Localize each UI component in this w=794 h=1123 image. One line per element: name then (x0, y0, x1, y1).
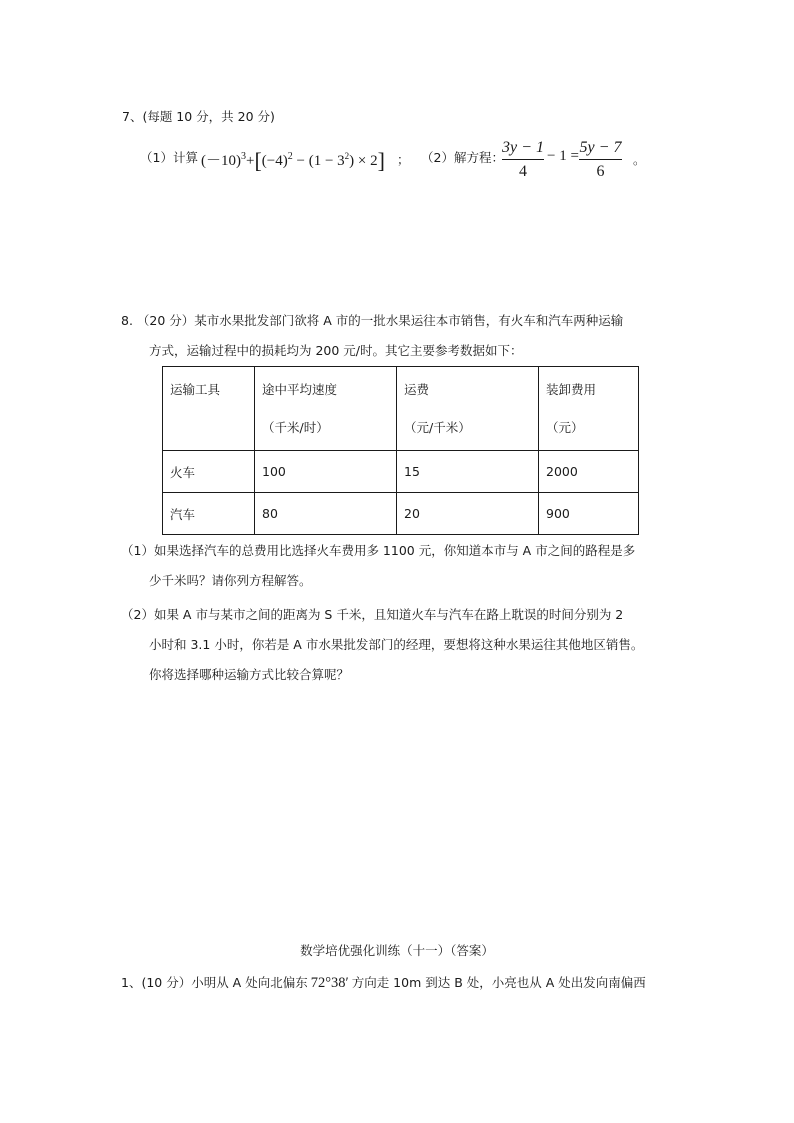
expr-exponent-3: 3 (241, 151, 246, 162)
table-row (163, 493, 639, 535)
fraction-1-bar (502, 159, 544, 160)
table-cell: 20 (397, 493, 539, 535)
question-8-sub2-line-1: （2）如果 A 市与某市之间的距离为 S 千米，且知道火车与汽车在路上耽误的时间分别为 2 (121, 607, 624, 622)
expr-neg4: (−4) (261, 153, 288, 169)
question-8-line-2: 方式，运输过程中的损耗均为 200 元/时。其它主要参考数据如下： (149, 343, 523, 358)
table-cell: 80 (255, 493, 397, 535)
answer-q1-suffix: 方向走 10m 到达 B 处，小亮也从 A 处出发向南偏西 (351, 975, 646, 990)
question-8-line-1: 8. （20 分）某市水果批发部门欲将 A 市的一批水果运往本市销售，有火车和汽车两种运输 (121, 313, 624, 328)
expr-exponent-2b: 2 (344, 151, 350, 161)
table-row (163, 451, 639, 493)
fraction-3y-minus-1-over-4 (502, 139, 544, 181)
table-cell: 2000 (539, 451, 639, 493)
answer-q1-prefix: 1、(10 分）小明从 A 处向北偏东 (121, 975, 308, 990)
fraction-1-denominator: 4 (519, 163, 527, 180)
table-header-cell: 途中平均速度 （千米/时） (255, 367, 397, 451)
table-cell: 900 (539, 493, 639, 535)
expr-end: ) × 2 (349, 153, 378, 169)
question-8-sub1-line-1: （1）如果选择汽车的总费用比选择火车费用多 1100 元，你知道本市与 A 市之间的路程是多 (121, 543, 636, 558)
expr-middle: − (1 − 3 (292, 153, 345, 169)
fraction-5y-minus-7-over-6 (579, 139, 622, 181)
equation-middle: − 1 = (547, 148, 579, 164)
transport-data-table (162, 366, 639, 535)
table-header-row (163, 367, 639, 451)
fraction-2-numerator: 5y − 7 (579, 139, 622, 156)
question-8-sub2-line-2: 小时和 3.1 小时，你若是 A 市水果批发部门的经理，要想将这种水果运往其他地区销售。 (149, 637, 644, 652)
question-7-header: 7、(每题 10 分，共 20 分) (122, 109, 275, 124)
expr-base-neg10: (－10) (201, 153, 241, 169)
left-bracket: [ (254, 148, 262, 173)
table-cell: 15 (397, 451, 539, 493)
question-7-separator: ； (397, 152, 410, 167)
expr-plus: + (246, 153, 255, 169)
question-7-part1-expression (201, 145, 385, 171)
answer-section-title: 数学培优强化训练（十一）（答案） (300, 943, 494, 958)
equation-end-period: 。 (633, 152, 646, 167)
answer-q1-angle: 72°38′ (310, 975, 349, 991)
right-bracket: ] (377, 148, 385, 173)
question-8-sub2-line-3: 你将选择哪种运输方式比较合算呢？ (149, 667, 350, 682)
table-header-cell: 运输工具 (163, 367, 255, 451)
table-header-cell: 装卸费用 （元） (539, 367, 639, 451)
table-cell: 火车 (163, 451, 255, 493)
fraction-1-numerator: 3y − 1 (502, 139, 544, 156)
table-cell: 100 (255, 451, 397, 493)
expr-exponent-2a: 2 (287, 151, 293, 162)
question-7-part1-label: （1）计算 (140, 150, 198, 165)
table-cell: 汽车 (163, 493, 255, 535)
fraction-2-denominator: 6 (596, 163, 605, 180)
question-7-part2-label: （2）解方程： (421, 150, 504, 165)
table-header-cell: 运费 （元/千米） (397, 367, 539, 451)
answer-question-1 (121, 973, 646, 993)
question-8-sub1-line-2: 少千米吗？请你列方程解答。 (149, 573, 312, 588)
fraction-2-bar (579, 159, 622, 160)
